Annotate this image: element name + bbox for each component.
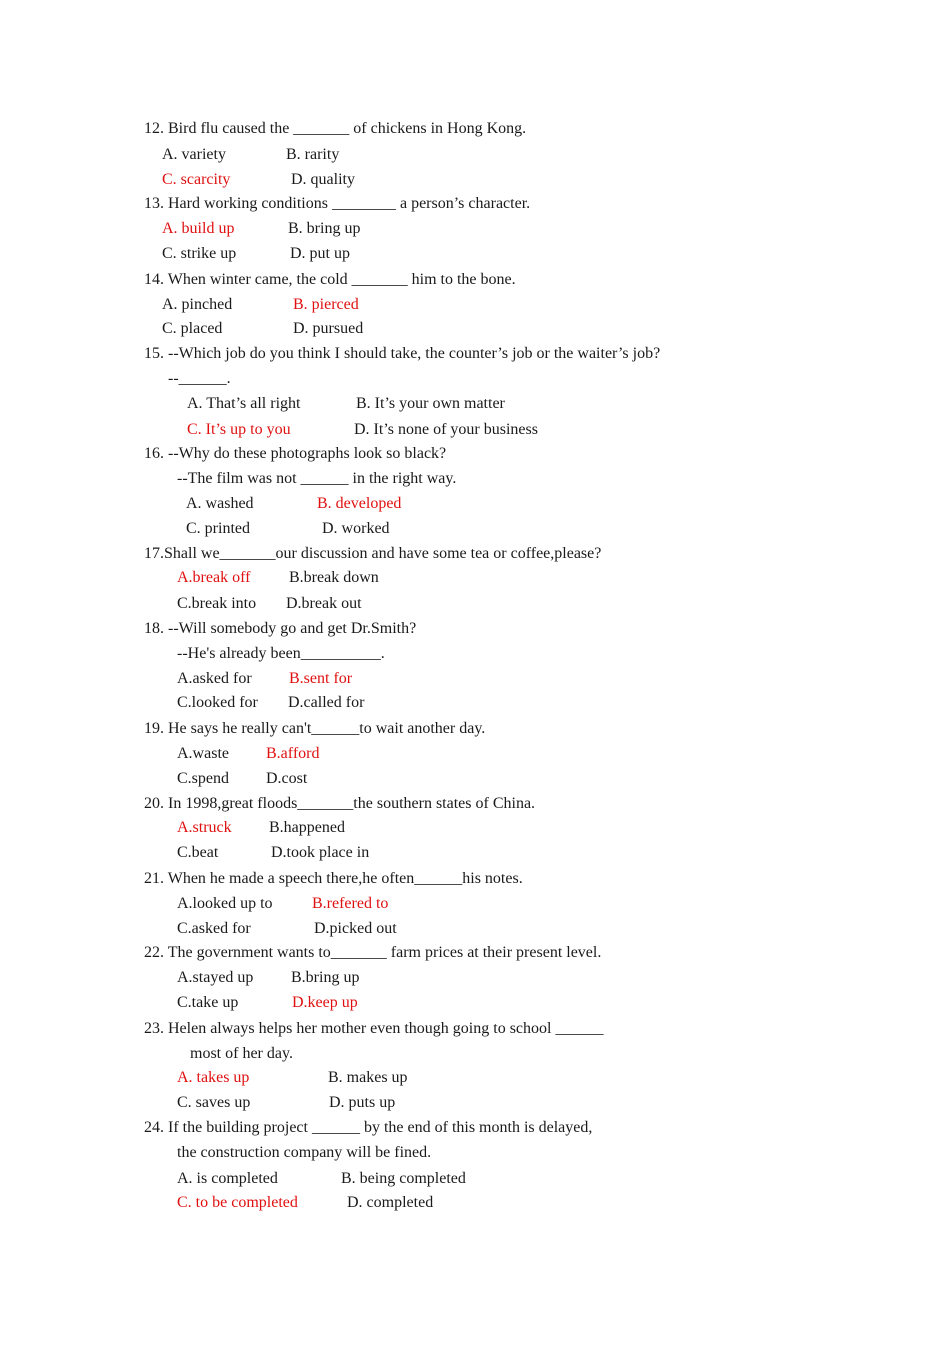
option-a: A.waste [177,745,229,762]
option-c: C.break into [177,595,257,612]
question-stem-line-2: --______. [168,370,231,387]
question-stem: 23. Helen always helps her mother even though going to school ______ [144,1020,604,1037]
option-c: C.take up [177,994,239,1011]
question-stem: 17.Shall we_______our discussion and have some tea or coffee,please? [144,545,602,562]
option-a-correct: A. build up [162,220,235,237]
option-d: D. quality [291,171,355,188]
option-b-correct: B.refered to [312,895,389,912]
option-b: B. rarity [286,146,340,163]
question-stem: 24. If the building project ______ by the end of this month is delayed, [144,1119,593,1136]
question-stem: 16. --Why do these photographs look so black? [144,445,447,462]
option-c: C.asked for [177,920,251,937]
option-d: D.cost [266,770,308,787]
option-a: A.stayed up [177,969,254,986]
option-b: B. bring up [288,220,361,237]
option-c: C.beat [177,844,219,861]
option-c: C. printed [186,520,250,537]
option-d: D.took place in [271,844,370,861]
option-a: A. pinched [162,296,233,313]
question-stem: 20. In 1998,great floods_______the southern states of China. [144,795,536,812]
question-stem: 18. --Will somebody go and get Dr.Smith? [144,620,417,637]
option-b-correct: B. developed [317,495,402,512]
option-c-correct: C. to be completed [177,1194,298,1211]
question-stem: 19. He says he really can't______to wait another day. [144,720,486,737]
option-d: D. worked [322,520,390,537]
option-a-correct: A. takes up [177,1069,250,1086]
option-d: D.called for [288,694,365,711]
option-c: C.looked for [177,694,258,711]
option-c: C.spend [177,770,229,787]
question-stem: 13. Hard working conditions ________ a person’s character. [144,195,531,212]
question-stem: 12. Bird flu caused the _______ of chickens in Hong Kong. [144,120,527,137]
option-d: D. It’s none of your business [354,421,538,438]
question-stem: 22. The government wants to_______ farm prices at their present level. [144,944,602,961]
option-d: D.break out [286,595,362,612]
option-c: C. saves up [177,1094,251,1111]
option-c: C. placed [162,320,223,337]
option-c-correct: C. scarcity [162,171,231,188]
option-a: A. washed [186,495,254,512]
option-a: A. is completed [177,1170,278,1187]
option-b: B. makes up [328,1069,408,1086]
question-stem-line-2: most of her day. [190,1045,293,1062]
question-stem-line-2: the construction company will be fined. [177,1144,432,1161]
option-b-correct: B.afford [266,745,320,762]
option-a-correct: A.struck [177,819,232,836]
option-b: B.bring up [291,969,360,986]
option-a-correct: A.break off [177,569,251,586]
question-stem: 15. --Which job do you think I should take, the counter’s job or the waiter’s job? [144,345,661,362]
option-a: A.asked for [177,670,252,687]
option-d: D.picked out [314,920,397,937]
option-b: B.happened [269,819,345,836]
option-a: A.looked up to [177,895,273,912]
question-stem-line-2: --He's already been__________. [177,645,385,662]
option-b: B. being completed [341,1170,466,1187]
option-d: D. pursued [293,320,364,337]
option-c: C. strike up [162,245,237,262]
option-b-correct: B.sent for [289,670,353,687]
option-b-correct: B. pierced [293,296,359,313]
option-b: B. It’s your own matter [356,395,505,412]
question-stem-line-2: --The film was not ______ in the right way. [177,470,457,487]
option-b: B.break down [289,569,379,586]
option-d: D. completed [347,1194,434,1211]
option-c-correct: C. It’s up to you [187,421,291,438]
option-a: A. That’s all right [187,395,301,412]
option-a: A. variety [162,146,226,163]
option-d: D. puts up [329,1094,396,1111]
option-d: D. put up [290,245,350,262]
question-stem: 21. When he made a speech there,he often______his notes. [144,870,523,887]
question-stem: 14. When winter came, the cold _______ him to the bone. [144,271,516,288]
option-d-correct: D.keep up [292,994,358,1011]
